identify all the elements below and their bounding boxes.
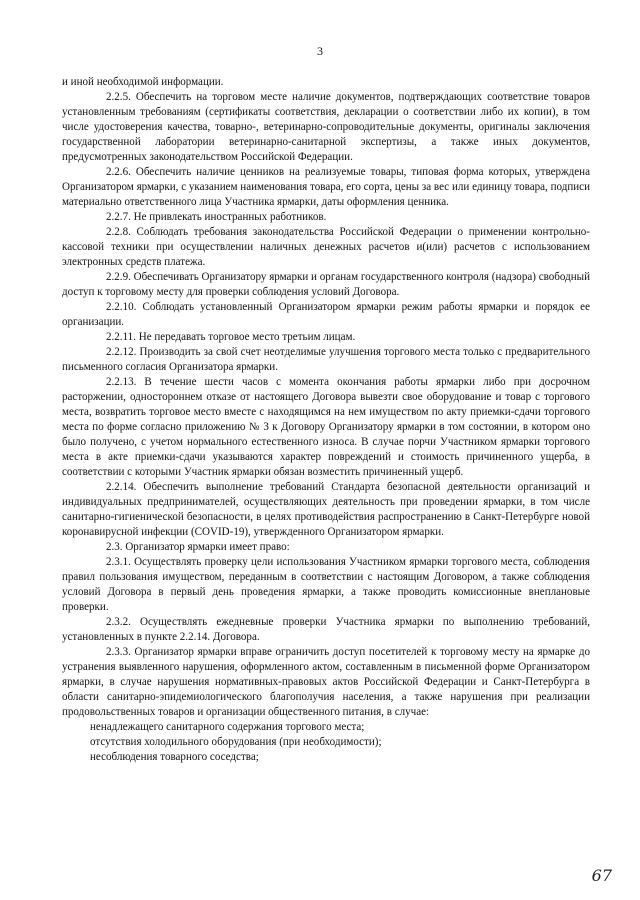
paragraph: 2.2.14. Обеспечить выполнение требований Стандарта безопасной деятельности организаций и индивидуальных предпринимателей, осуществляющих деятельность при проведении ярмарки, в том числе санитарно-гигиенической безопасности, в целях противодействия распространению в Санкт-Петербурге новой коронавирусной инфекции (COVID-19), утвержденного Организатором ярмарки. (62, 481, 590, 538)
paragraph: 2.2.12. Производить за свой счет неотделимые улучшения торгового места только с предварительного письменного согласия Организатора ярмарки. (62, 346, 590, 373)
page-number: 3 (317, 44, 323, 58)
paragraph: 2.3.2. Осуществлять ежедневные проверки Участника ярмарки по выполнению требований, установленных в пункте 2.2.14. Договора. (62, 616, 590, 643)
paragraph: 2.3.3. Организатор ярмарки вправе ограничить доступ посетителей к торговому месту на ярмарке до устранения выявленного нарушения, оформленного актом, составленным в письменной форме Организатором ярмарки, в случае нарушения нормативных-правовых актов Российской Федерации и Санкт-Петербурга в области санитарно-эпидемиологического благополучия населения, а также нарушения при реализации продовольственных товаров и организации общественного питания, в случае: (62, 646, 590, 718)
list-item: несоблюдения товарного соседства; (90, 751, 259, 763)
paragraph: 2.2.7. Не привлекать иностранных работников. (106, 211, 327, 223)
paragraph: 2.3. Организатор ярмарки имеет право: (106, 541, 290, 553)
paragraph: 2.2.8. Соблюдать требования законодательства Российской Федерации о применении контрольно-кассовой техники при осуществлении наличных денежных расчетов и(или) расчетов с использованием электронных средств платежа. (62, 226, 590, 268)
paragraph: 2.3.1. Осуществлять проверку цели использования Участником ярмарки торгового места, соблюдения правил пользования имуществом, переданным в соответствии с настоящим Договором, а также соблюдения условий Договора в первый день проведения ярмарки, а также проводить комиссионные внеплановые проверки. (62, 556, 590, 613)
paragraph: 2.2.11. Не передавать торговое место третьим лицам. (106, 331, 356, 343)
paragraph: 2.2.5. Обеспечить на торговом месте наличие документов, подтверждающих соответствие товаров установленным требованиям (сертификаты соответствия, декларации о соответствии либо их копии), в том числе удостоверения качества, товарно-, ветеринарно-сопроводительные документы, оригиналы заключения государственной лаборатории ветеринарно-санитарной экспертизы, а также иных документов, предусмотренных законодательством Российской Федерации. (62, 91, 590, 163)
handwritten-page-number: 67 (591, 866, 612, 885)
body-text (62, 75, 590, 765)
list-item: ненадлежащего санитарного содержания торгового места; (90, 721, 365, 733)
paragraph: 2.2.6. Обеспечить наличие ценников на реализуемые товары, типовая форма которых, утверждена Организатором ярмарки, с указанием наименования товара, его сорта, цены за вес или единицу товара, подписи материально ответственного лица Участника ярмарки, даты оформления ценника. (62, 166, 590, 208)
paragraph: 2.2.13. В течение шести часов с момента окончания работы ярмарки либо при досрочном расторжении, одностороннем отказе от настоящего Договора вывезти свое оборудование и товар с торгового места, возвратить торговое место вместе с находящимся на нем имуществом по акту приемки-сдачи торгового места по форме согласно приложению № 3 к Договору Организатору ярмарки в том состоянии, в котором оно было получено, с учетом нормального естественного износа. В случае порчи Участником ярмарки торгового места в акте приемки-сдачи указываются характер повреждений и стоимость причиненного ущерба, в соответствии с которыми Участник ярмарки обязан возместить причиненный ущерб. (62, 376, 590, 478)
list-item: отсутствия холодильного оборудования (при необходимости); (90, 736, 382, 748)
paragraph: и иной необходимой информации. (62, 76, 224, 88)
paragraph: 2.2.9. Обеспечивать Организатору ярмарки и органам государственного контроля (надзора) свободный доступ к торговому месту для проверки соблюдения условий Договора. (62, 271, 590, 298)
paragraph: 2.2.10. Соблюдать установленный Организатором ярмарки режим работы ярмарки и порядок ее организации. (62, 301, 590, 328)
